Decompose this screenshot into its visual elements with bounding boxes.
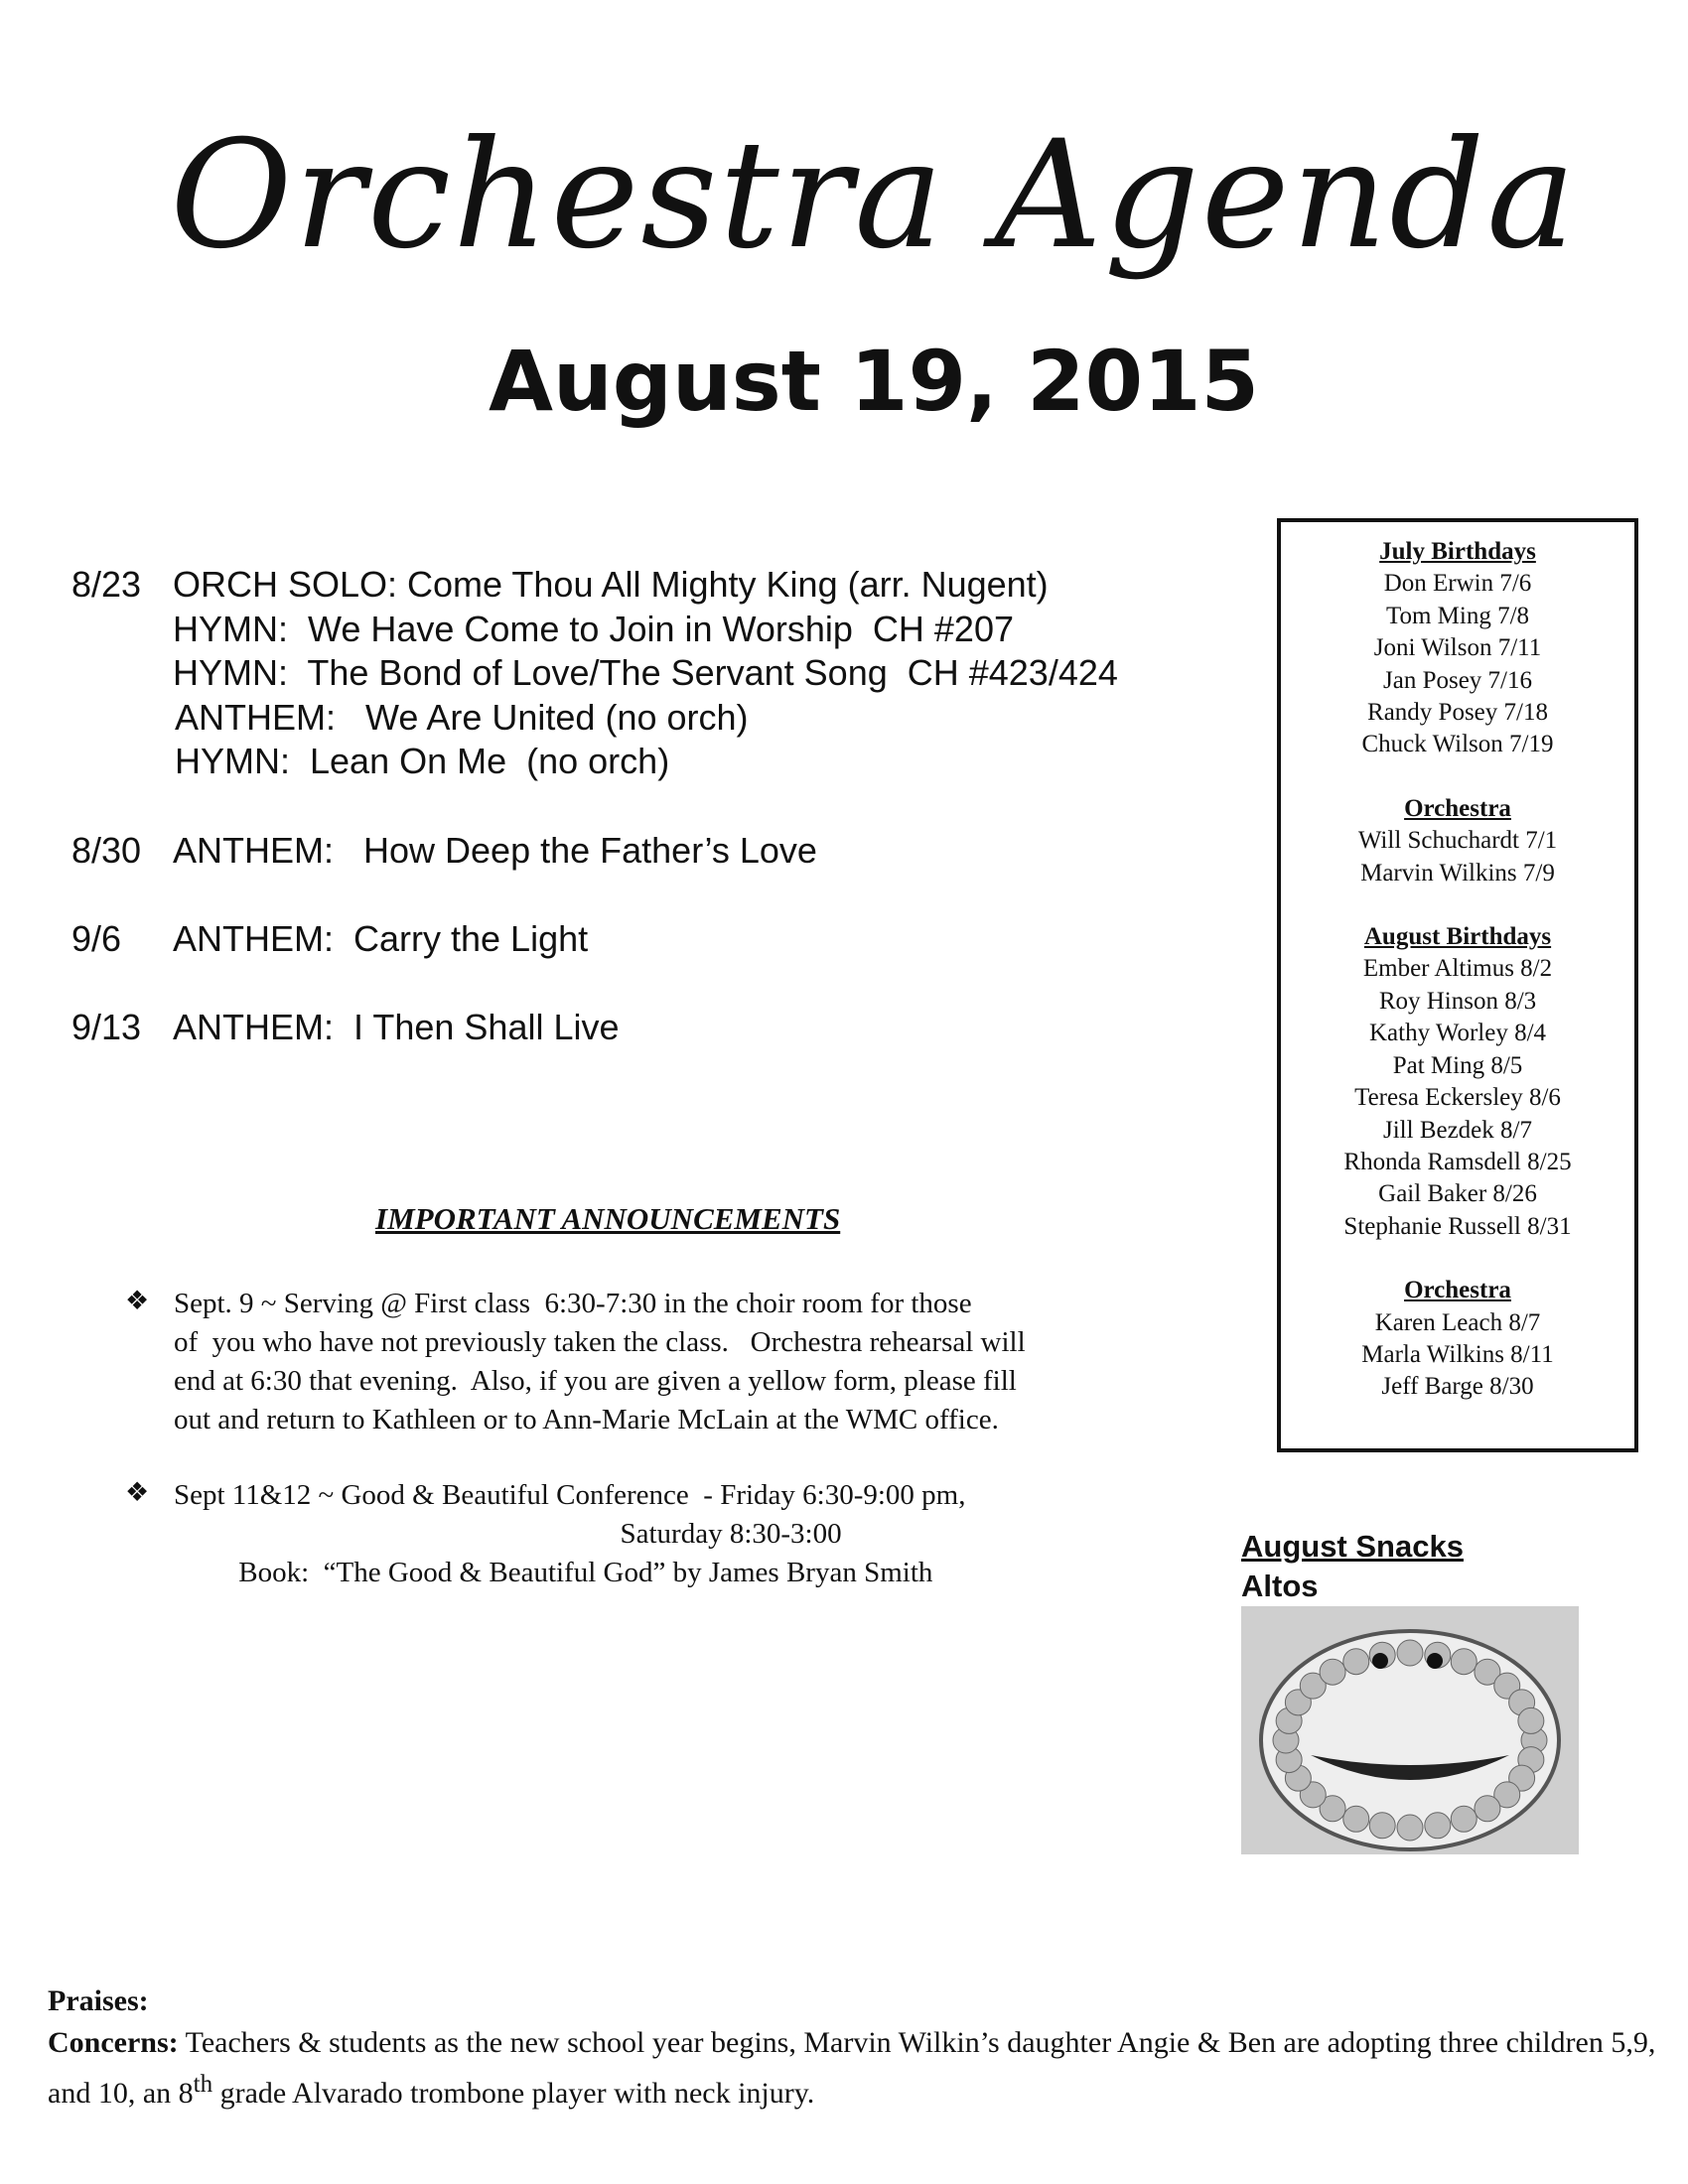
announcement-item: Sept. 9 ~ Serving @ First class 6:30-7:30 in the choir room for those of you who have not previously taken the class. Orchestra rehearsal will end at 6:30 that evening. Also, if you are given a yellow form, please fill out and return to Kathleen or to Ann-Marie McLain at the WMC office. [174, 1288, 1026, 1435]
agenda-date-label: 8/23 [71, 564, 142, 605]
birthday-entry: Jan Posey 7/16 [1383, 666, 1532, 694]
agenda-item: ORCH SOLO: Come Thou All Mighty King (arr. Nugent) [173, 564, 1049, 605]
snacks-group: Altos [1241, 1569, 1319, 1603]
announcements-heading: IMPORTANT ANNOUNCEMENTS [375, 1201, 841, 1236]
birthday-entry: Stephanie Russell 8/31 [1343, 1212, 1572, 1240]
snack-ball [1425, 1813, 1451, 1839]
snack-ball [1475, 1796, 1500, 1822]
birthday-section-heading: July Birthdays [1379, 538, 1536, 565]
birthday-entry: Jeff Barge 8/30 [1381, 1373, 1534, 1401]
announcement-item: Sept 11&12 ~ Good & Beautiful Conference - Friday 6:30-9:00 pm, Saturday 8:30-3:00 Book: “The Good & Beautiful God” by James Bryan Smith [174, 1479, 966, 1588]
birthday-entry: Chuck Wilson 7/19 [1361, 731, 1554, 758]
birthday-entry: Marla Wilkins 8/11 [1361, 1340, 1554, 1368]
snack-ball [1451, 1649, 1477, 1675]
birthday-entry: Rhonda Ramsdell 8/25 [1343, 1148, 1572, 1175]
birthday-entry: Don Erwin 7/6 [1383, 570, 1532, 598]
agenda-date-label: 9/6 [71, 918, 122, 959]
snack-ball [1343, 1806, 1369, 1832]
snack-ball [1369, 1813, 1395, 1839]
birthday-entry: Kathy Worley 8/4 [1368, 1020, 1547, 1047]
prayer-section [48, 1980, 1656, 2115]
snacks-heading: August Snacks [1241, 1529, 1464, 1564]
snack-ball [1397, 1815, 1423, 1841]
birthday-entry: Tom Ming 7/8 [1385, 602, 1530, 629]
concerns-text: Teachers & students as the new school year begins, Marvin Wilkin’s daughter Angie & Ben are adopting three children 5,9, and 10, an 8 [48, 2026, 1656, 2110]
snack-ball [1451, 1806, 1477, 1832]
agenda-date-label: 9/13 [71, 1007, 142, 1047]
agenda-date: August 19, 2015 [489, 333, 1259, 430]
birthday-entry: Pat Ming 8/5 [1392, 1051, 1523, 1079]
agenda-item: HYMN: The Bond of Love/The Servant Song CH #423/424 [173, 652, 1118, 693]
birthday-section-heading: Orchestra [1404, 1277, 1511, 1304]
agenda-item: ANTHEM: I Then Shall Live [173, 1007, 620, 1047]
birthday-entry: Jill Bezdek 8/7 [1383, 1116, 1532, 1144]
concerns-label: Concerns: [48, 2026, 179, 2059]
birthday-entry: Joni Wilson 7/11 [1373, 634, 1542, 662]
snack-ball [1397, 1640, 1423, 1666]
birthday-section-heading: August Birthdays [1363, 923, 1552, 951]
birthday-entry: Gail Baker 8/26 [1378, 1180, 1537, 1208]
birthday-entry: Randy Posey 7/18 [1367, 699, 1548, 727]
birthday-entry: Roy Hinson 8/3 [1378, 987, 1537, 1015]
snack-ball [1320, 1659, 1345, 1685]
agenda-item: ANTHEM: How Deep the Father’s Love [173, 830, 817, 871]
diamond-bullet-icon: ❖ [125, 1477, 150, 1507]
birthday-entry: Will Schuchardt 7/1 [1357, 827, 1558, 855]
birthdays-box [1277, 518, 1638, 1452]
birthday-entry: Ember Altimus 8/2 [1362, 955, 1553, 983]
diamond-bullet-icon: ❖ [125, 1286, 150, 1315]
birthday-entry: Teresa Eckersley 8/6 [1354, 1084, 1561, 1112]
page-title: Orchestra Agenda [170, 109, 1578, 282]
agenda-item: ANTHEM: We Are United (no orch) [175, 696, 749, 738]
birthday-entry: Karen Leach 8/7 [1374, 1308, 1541, 1336]
snack-photo [1241, 1606, 1579, 1854]
agenda-item: HYMN: We Have Come to Join in Worship CH #207 [173, 608, 1014, 649]
snack-ball [1343, 1649, 1369, 1675]
snacks-section [1241, 1527, 1464, 1606]
agenda-item: ANTHEM: Carry the Light [173, 918, 589, 959]
praises-label: Praises: [48, 1984, 149, 2017]
agenda-date-label: 8/30 [71, 830, 142, 871]
birthday-entry: Marvin Wilkins 7/9 [1360, 859, 1555, 887]
ordinal-suffix: th [193, 2071, 213, 2098]
snack-ball [1518, 1707, 1544, 1733]
concerns-text-end: grade Alvarado trombone player with neck injury. [212, 2077, 815, 2110]
agenda-item: HYMN: Lean On Me (no orch) [175, 741, 670, 781]
birthday-section-heading: Orchestra [1404, 794, 1511, 822]
